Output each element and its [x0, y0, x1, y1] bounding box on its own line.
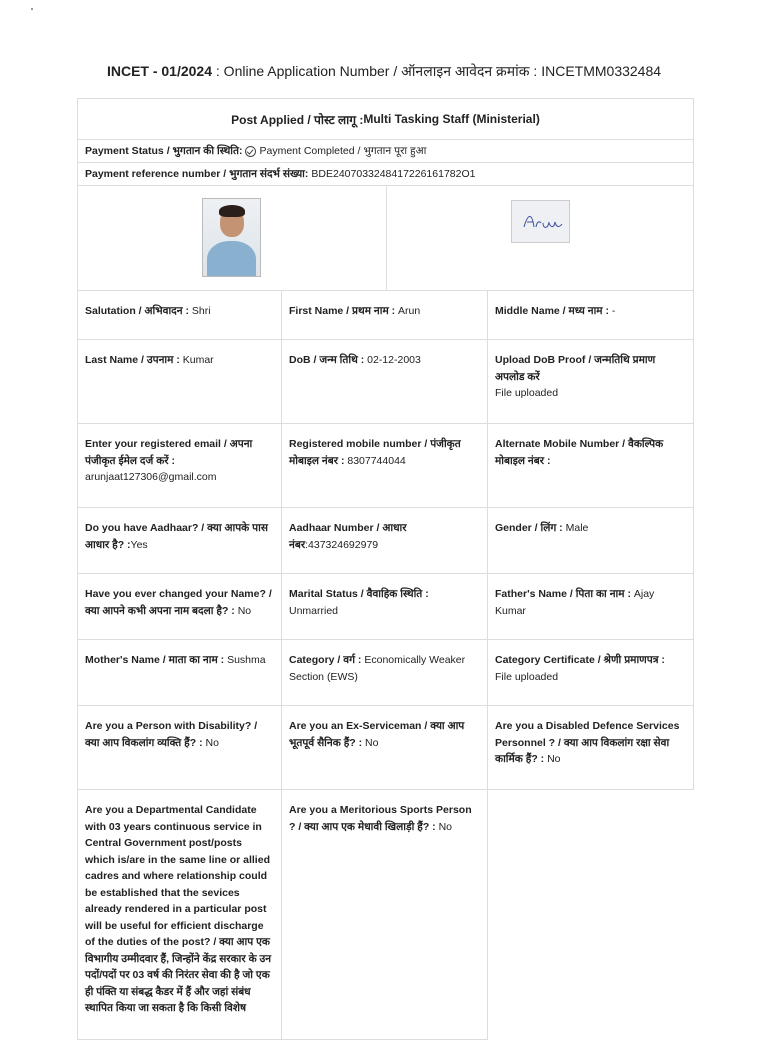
field-value: Ajay Kumar [495, 588, 655, 617]
field-value: 8307744044 [344, 454, 406, 467]
payment-status-value: Payment Completed / भुगतान पूरा हुआ [259, 145, 427, 157]
field-cell [77, 508, 282, 574]
field-value: File uploaded [495, 387, 559, 399]
field-value: Shri [189, 305, 211, 317]
field-value: Economically Weaker Section (EWS) [289, 654, 466, 683]
check-circle-icon [245, 146, 256, 157]
field-label: Last Name / उपनाम : [85, 354, 180, 366]
field-label: Mother's Name / माता का नाम : [85, 654, 225, 666]
field-label: First Name / प्रथम नाम : [289, 305, 396, 317]
signature-cell [387, 186, 693, 290]
field-value: Yes [130, 538, 148, 551]
payment-reference-row [77, 163, 694, 186]
field-label: Enter your registered email / अपना पंजीकृत ईमेल दर्ज करें : [85, 438, 253, 467]
field-value: No [544, 753, 561, 765]
field-label: Aadhaar Number / आधार नंबर [289, 522, 407, 551]
field-value: No [234, 604, 252, 617]
field-cell [488, 508, 694, 574]
photo-cell [78, 186, 387, 290]
field-label: Registered mobile number / पंजीकृत मोबाइल नंबर : [289, 438, 461, 467]
field-label: Upload DoB Proof / जन्मतिथि प्रमाण अपलोड करें [495, 354, 656, 383]
candidate-photo [202, 198, 261, 277]
field-label: Alternate Mobile Number / वैकल्पिक मोबाइल नंबर : [495, 438, 664, 467]
field-cell [77, 706, 282, 790]
field-value: Sushma [224, 654, 266, 666]
details-grid [77, 291, 694, 1040]
field-label: DoB / जन्म तिथि : [289, 354, 365, 366]
post-applied-row [77, 99, 694, 140]
field-cell [488, 291, 694, 340]
field-value: File uploaded [495, 670, 559, 683]
field-value: No [435, 820, 452, 833]
field-cell [282, 790, 488, 1040]
photo-signature-row [77, 186, 694, 291]
post-applied-label: Post Applied / पोस्ट लागू : [231, 112, 364, 127]
field-label: Father's Name / पिता का नाम : [495, 588, 631, 600]
application-number: : Online Application Number / ऑनलाइन आवेदन क्रमांक : INCETMM0332484 [212, 63, 662, 79]
exam-code: INCET - 01/2024 [106, 63, 213, 79]
field-value: No [362, 736, 379, 749]
field-value: arunjaat127306@gmail.com [85, 471, 217, 483]
field-cell [488, 424, 694, 508]
field-cell [488, 640, 694, 706]
field-cell [77, 574, 282, 640]
field-cell [77, 340, 282, 424]
corner-mark [31, 8, 33, 10]
post-applied-value: Multi Tasking Staff (Ministerial) [363, 112, 540, 126]
payment-reference-value: BDE2407033248417226161782O1 [311, 168, 476, 180]
field-value: No [202, 736, 219, 749]
field-value: - [609, 305, 616, 317]
field-label: Marital Status / वैवाहिक स्थिति : [289, 588, 429, 600]
field-cell [282, 706, 488, 790]
field-cell [282, 574, 488, 640]
field-cell [77, 424, 282, 508]
field-value: Arun [395, 305, 421, 317]
field-label: Are you an Ex-Serviceman / क्या आप भूतपूर्व सैनिक हैं? : [289, 720, 465, 749]
field-value: Kumar [179, 354, 214, 366]
field-cell [488, 340, 694, 424]
field-label: Salutation / अभिवादन : [85, 305, 190, 317]
field-cell [77, 640, 282, 706]
field-label: Are you a Meritorious Sports Person ? / क्या आप एक मेधावी खिलाड़ी हैं? : [289, 804, 472, 833]
field-label: Have you ever changed your Name? / क्या आपने कभी अपना नाम बदला है? : [85, 588, 272, 617]
field-value: :437324692979 [305, 538, 379, 551]
empty-cell [488, 790, 694, 1040]
field-label: Are you a Departmental Candidate with 03 years continuous service in Central Government post/posts which is/are in the same line or allied cadres and where relationship could be established that the sevices already rendered in a particular post will be useful for efficient discharge of the duties of the post? / क्या आप एक विभागीय उम्मीदवार हैं, जिन्होंने केंद्र सरकार के उन पदों/पदों पर 03 वर्ष की निरंतर सेवा की है जो एक ही पंक्ति या संबद्ध कैडर में हैं और जहां संबंध स्थापित किया जा सकता है कि किसी विशेष [85, 804, 272, 1014]
field-cell [282, 640, 488, 706]
field-label: Do you have Aadhaar? / क्या आपके पास आधार है? : [85, 522, 268, 551]
field-label: Gender / लिंग : [495, 522, 563, 534]
field-label: Are you a Disabled Defence Services Personnel ? / क्या आप विकलांग रक्षा सेवा कार्मिक हैं? : [495, 720, 680, 765]
field-label: Category / वर्ग : [289, 654, 362, 666]
field-value: 02-12-2003 [364, 354, 421, 366]
application-sheet [77, 98, 694, 1040]
field-cell [282, 508, 488, 574]
field-cell [488, 706, 694, 790]
payment-status-label: Payment Status / भुगतान की स्थिति: [85, 145, 243, 157]
payment-status-row [77, 140, 694, 163]
field-cell [488, 574, 694, 640]
candidate-signature [511, 200, 570, 243]
field-label: Category Certificate / श्रेणी प्रमाणपत्र : [495, 654, 665, 666]
field-cell [282, 291, 488, 340]
field-value: Male [562, 522, 589, 534]
field-cell [77, 790, 282, 1040]
field-cell [282, 340, 488, 424]
page-title [0, 62, 768, 81]
field-cell [77, 291, 282, 340]
payment-reference-label: Payment reference number / भुगतान संदर्भ संख्या: [85, 168, 309, 180]
field-label: Middle Name / मध्य नाम : [495, 305, 609, 317]
field-label: Are you a Person with Disability? / क्या आप विकलांग व्यक्ति हैं? : [85, 720, 258, 749]
field-cell [282, 424, 488, 508]
field-value: Unmarried [289, 604, 339, 617]
